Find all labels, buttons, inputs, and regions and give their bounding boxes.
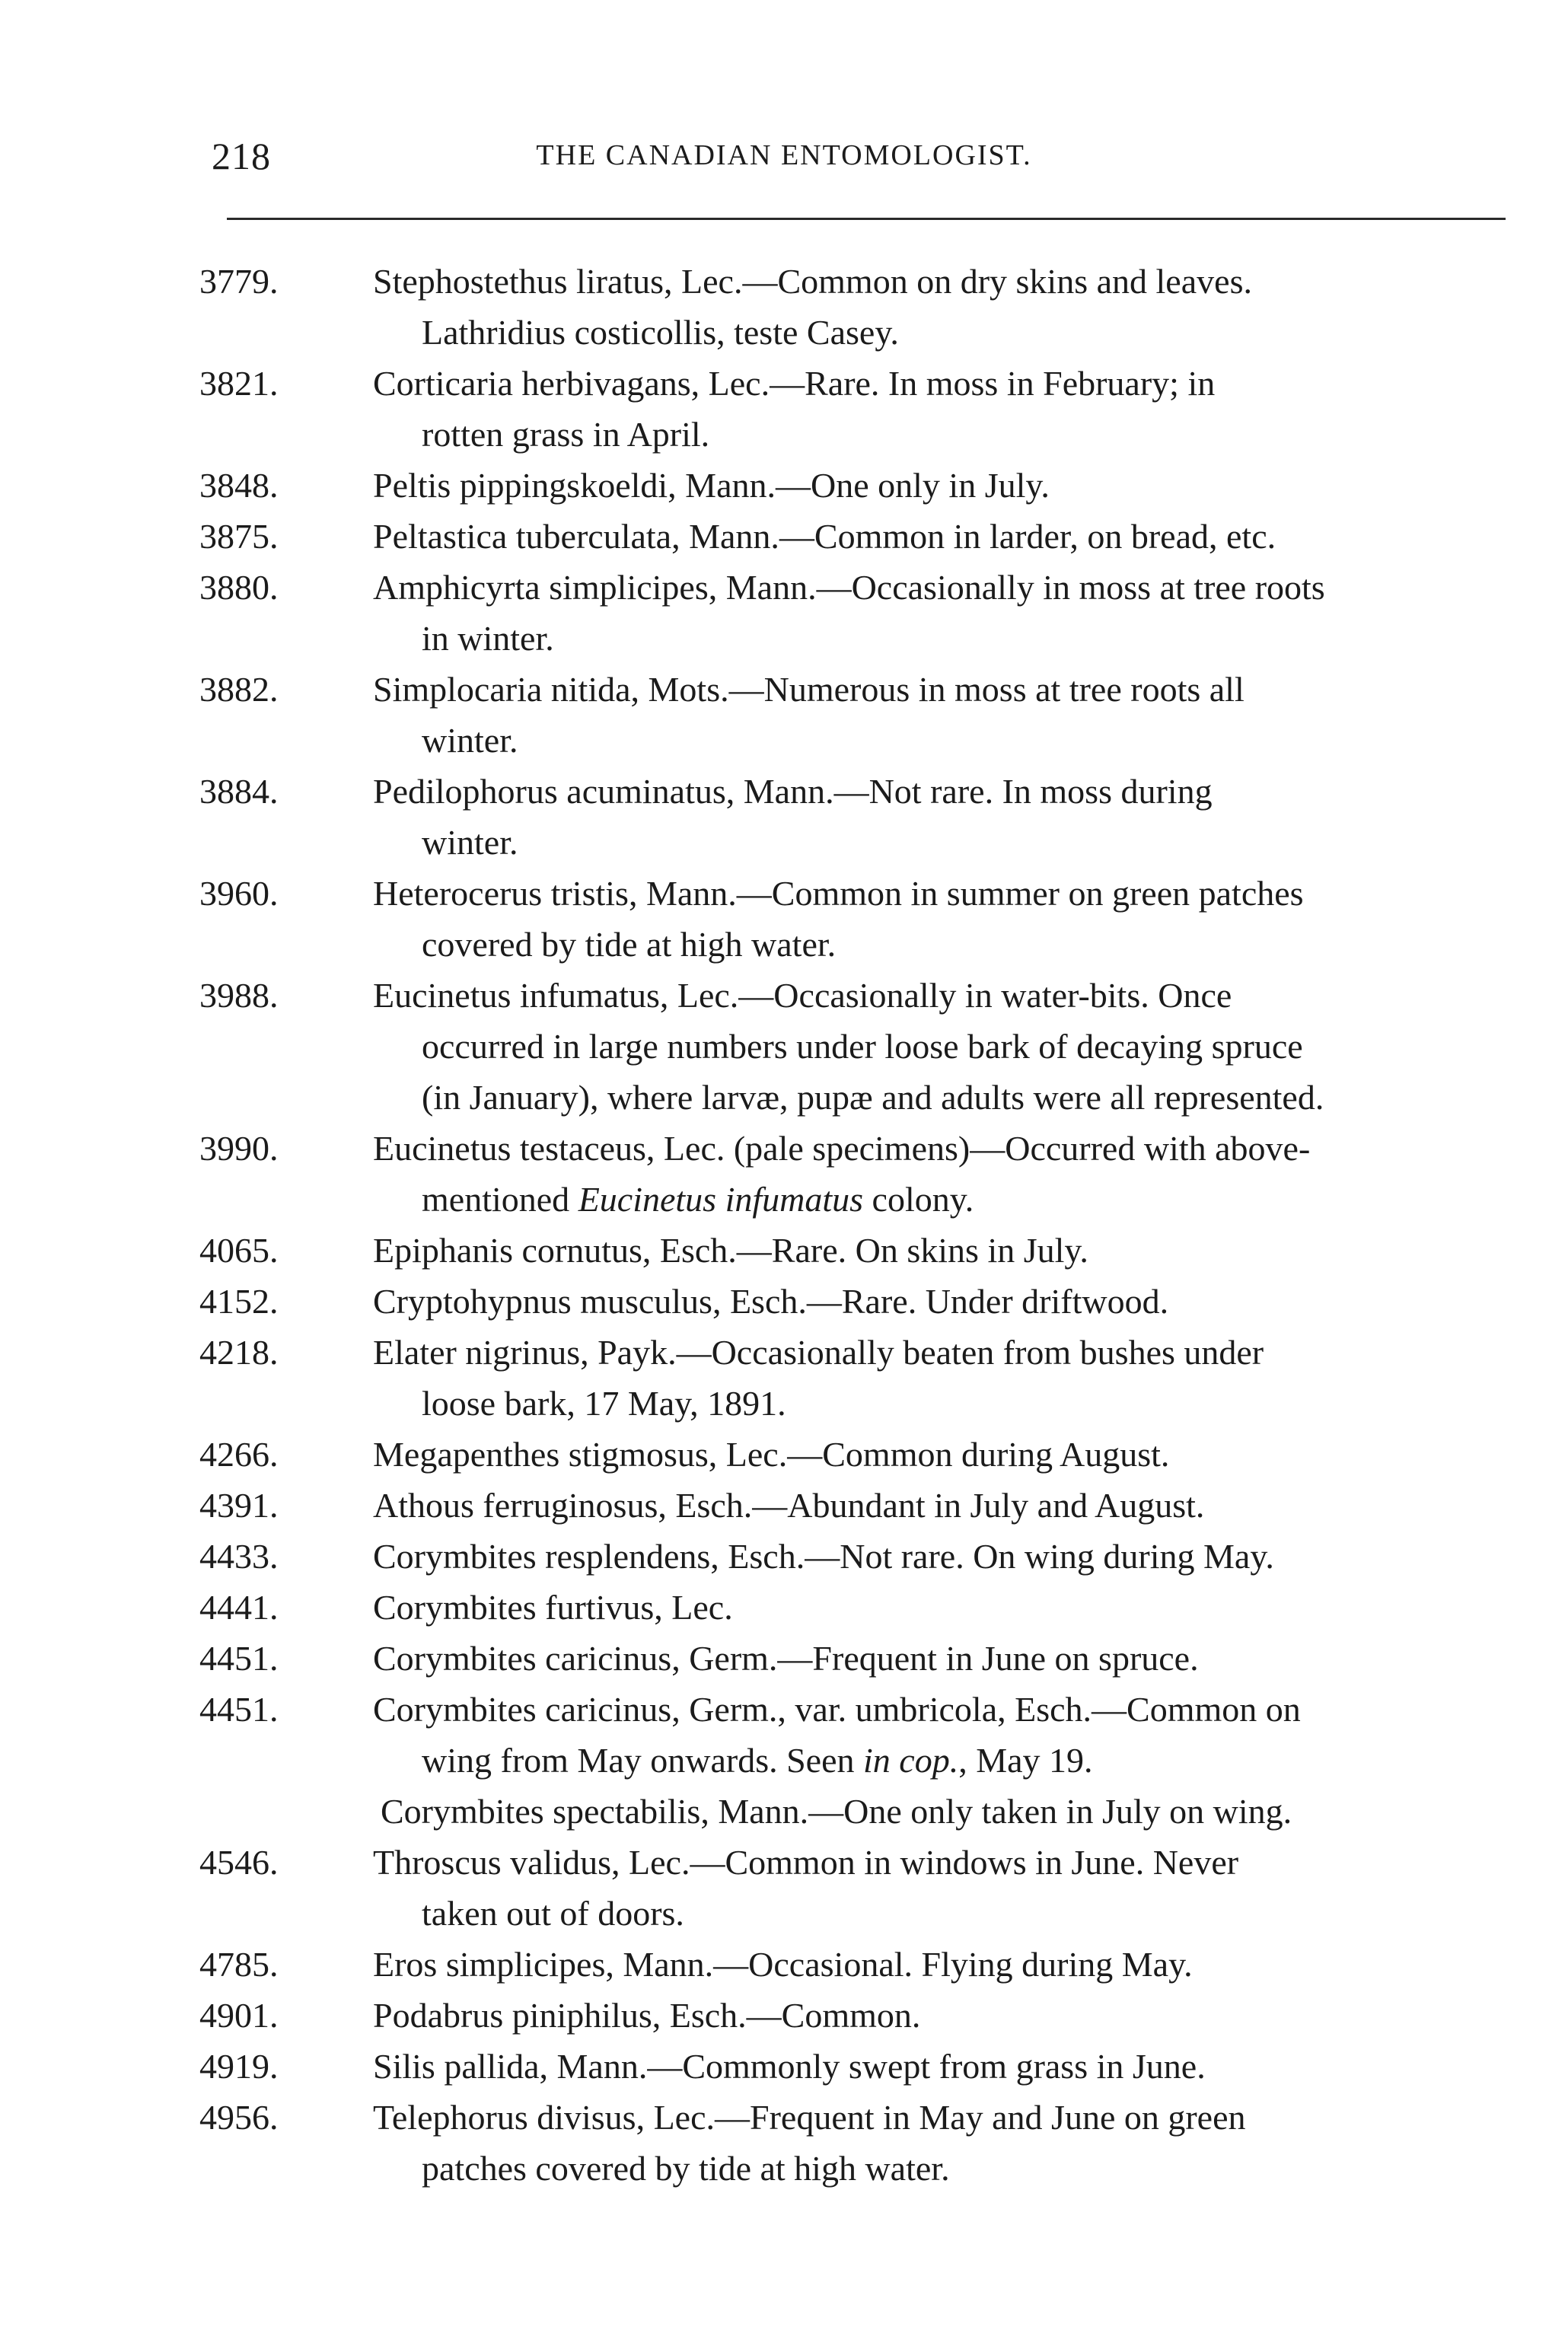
entry-line: Eucinetus testaceus, Lec. (pale specimens)—Occurred with above- bbox=[373, 1129, 1311, 1168]
catalogue-number: 4218. bbox=[199, 1333, 279, 1372]
species-entry bbox=[199, 460, 1493, 511]
entry-continuation: taken out of doors. bbox=[422, 1894, 684, 1933]
catalogue-number: 3779. bbox=[199, 262, 279, 301]
entry-continuation: winter. bbox=[422, 823, 518, 862]
catalogue-number: 4441. bbox=[199, 1588, 279, 1627]
catalogue-number: 3848. bbox=[199, 466, 279, 505]
catalogue-number: 4919. bbox=[199, 2047, 279, 2086]
entry-line: Pedilophorus acuminatus, Mann.—Not rare. In moss during bbox=[373, 772, 1213, 811]
catalogue-number: 4391. bbox=[199, 1486, 279, 1525]
entry-continuation: in winter. bbox=[422, 619, 554, 658]
entry-text bbox=[199, 1225, 1493, 1276]
catalogue-number: 4785. bbox=[199, 1945, 279, 1984]
text-run: wing from May onwards. Seen bbox=[422, 1741, 864, 1780]
entry-line: Athous ferruginosus, Esch.—Abundant in July and August. bbox=[373, 1486, 1205, 1525]
entry-text bbox=[199, 664, 1493, 766]
species-entry bbox=[199, 1123, 1493, 1225]
entry-line: Corymbites spectabilis, Mann.—One only taken in July on wing. bbox=[381, 1792, 1292, 1831]
entry-text bbox=[199, 1531, 1493, 1582]
entry-text bbox=[199, 970, 1493, 1123]
entry-text bbox=[199, 358, 1493, 460]
entry-text bbox=[199, 562, 1493, 664]
species-entry bbox=[199, 766, 1493, 868]
species-entry bbox=[199, 2041, 1493, 2092]
entry-continuation bbox=[373, 1735, 1493, 1786]
entry-line: Simplocaria nitida, Mots.—Numerous in moss at tree roots all bbox=[373, 670, 1245, 709]
catalogue-number: 4451. bbox=[199, 1690, 279, 1729]
entry-line: Silis pallida, Mann.—Commonly swept from grass in June. bbox=[373, 2047, 1206, 2086]
entry-text bbox=[199, 1786, 1493, 1837]
species-entry bbox=[199, 2092, 1493, 2194]
catalogue-number: 4546. bbox=[199, 1843, 279, 1882]
entry-line: Amphicyrta simplicipes, Mann.—Occasionally in moss at tree roots bbox=[373, 568, 1325, 607]
running-head: THE CANADIAN ENTOMOLOGIST. bbox=[536, 139, 1032, 171]
entry-continuation: patches covered by tide at high water. bbox=[422, 2149, 950, 2188]
catalogue-number: 4266. bbox=[199, 1435, 279, 1474]
catalogue-number: 4065. bbox=[199, 1231, 279, 1270]
catalogue-number: 4152. bbox=[199, 1282, 279, 1321]
entry-text bbox=[199, 1684, 1493, 1786]
text-run: colony. bbox=[863, 1180, 974, 1219]
entry-continuation: loose bark, 17 May, 1891. bbox=[422, 1384, 786, 1423]
entry-line: Throscus validus, Lec.—Common in windows in June. Never bbox=[373, 1843, 1239, 1882]
entry-text bbox=[199, 2041, 1493, 2092]
text-run: , May 19. bbox=[958, 1741, 1093, 1780]
italic-text-run: Eucinetus infumatus bbox=[578, 1180, 864, 1219]
entry-text bbox=[199, 1582, 1493, 1633]
species-entry bbox=[199, 1990, 1493, 2041]
italic-text-run: in cop. bbox=[863, 1741, 959, 1780]
catalogue-number: 3882. bbox=[199, 670, 279, 709]
catalogue-number: 3990. bbox=[199, 1129, 279, 1168]
species-entry bbox=[199, 1531, 1493, 1582]
entry-line: Peltastica tuberculata, Mann.—Common in larder, on bread, etc. bbox=[373, 517, 1276, 556]
entry-text bbox=[199, 1429, 1493, 1480]
species-entry bbox=[199, 664, 1493, 766]
catalogue-number: 3821. bbox=[199, 364, 279, 403]
entry-text bbox=[199, 1123, 1493, 1225]
page-number: 218 bbox=[212, 135, 271, 177]
species-entry bbox=[199, 1837, 1493, 1939]
species-entry bbox=[199, 511, 1493, 562]
entry-line: Peltis pippingskoeldi, Mann.—One only in July. bbox=[373, 466, 1050, 505]
species-entry bbox=[199, 868, 1493, 970]
entry-line: Corymbites furtivus, Lec. bbox=[373, 1588, 733, 1627]
entry-line: Telephorus divisus, Lec.—Frequent in May and June on green bbox=[373, 2098, 1246, 2137]
catalogue-number: 4901. bbox=[199, 1996, 279, 2035]
species-entry bbox=[199, 1327, 1493, 1429]
entry-text bbox=[199, 766, 1493, 868]
entry-text bbox=[199, 868, 1493, 970]
catalogue-number: 3960. bbox=[199, 874, 279, 913]
entry-line: Eros simplicipes, Mann.—Occasional. Flying during May. bbox=[373, 1945, 1193, 1984]
header-rule bbox=[227, 218, 1506, 220]
entry-text bbox=[199, 1480, 1493, 1531]
species-list bbox=[0, 256, 1568, 2194]
entry-text bbox=[199, 460, 1493, 511]
entry-line: Podabrus piniphilus, Esch.—Common. bbox=[373, 1996, 921, 2035]
species-entry bbox=[199, 1480, 1493, 1531]
entry-line: Heterocerus tristis, Mann.—Common in summer on green patches bbox=[373, 874, 1304, 913]
entry-line: Elater nigrinus, Payk.—Occasionally beaten from bushes under bbox=[373, 1333, 1264, 1372]
species-entry bbox=[199, 1276, 1493, 1327]
entry-continuation: winter. bbox=[422, 721, 518, 760]
species-entry bbox=[199, 1684, 1493, 1786]
species-entry bbox=[199, 1225, 1493, 1276]
entry-continuation: Lathridius costicollis, teste Casey. bbox=[422, 313, 899, 352]
catalogue-number: 3988. bbox=[199, 976, 279, 1015]
species-entry bbox=[199, 970, 1493, 1123]
entry-line: Corymbites caricinus, Germ., var. umbricola, Esch.—Common on bbox=[373, 1690, 1301, 1729]
species-entry bbox=[199, 1429, 1493, 1480]
catalogue-number: 3884. bbox=[199, 772, 279, 811]
entry-continuation: covered by tide at high water. bbox=[422, 925, 837, 964]
entry-line: Cryptohypnus musculus, Esch.—Rare. Under driftwood. bbox=[373, 1282, 1169, 1321]
entry-line: Corymbites resplendens, Esch.—Not rare. On wing during May. bbox=[373, 1537, 1274, 1576]
entry-text bbox=[199, 1990, 1493, 2041]
entry-line: Stephostethus liratus, Lec.—Common on dry skins and leaves. bbox=[373, 262, 1252, 301]
entry-line: Corticaria herbivagans, Lec.—Rare. In moss in February; in bbox=[373, 364, 1216, 403]
entry-continuation: rotten grass in April. bbox=[422, 415, 710, 454]
species-entry bbox=[199, 562, 1493, 664]
entry-text bbox=[199, 2092, 1493, 2194]
catalogue-number: 3875. bbox=[199, 517, 279, 556]
entry-text bbox=[199, 1939, 1493, 1990]
entry-text bbox=[199, 511, 1493, 562]
catalogue-number: 4451. bbox=[199, 1639, 279, 1678]
catalogue-number: 4956. bbox=[199, 2098, 279, 2137]
species-entry bbox=[199, 1582, 1493, 1633]
catalogue-number: 4433. bbox=[199, 1537, 279, 1576]
text-run: mentioned bbox=[422, 1180, 578, 1219]
entry-line: Corymbites caricinus, Germ.—Frequent in June on spruce. bbox=[373, 1639, 1199, 1678]
entry-text bbox=[199, 1837, 1493, 1939]
entry-continuation: occurred in large numbers under loose bark of decaying spruce bbox=[422, 1027, 1303, 1066]
entry-text bbox=[199, 1633, 1493, 1684]
species-entry bbox=[199, 358, 1493, 460]
entry-continuation bbox=[373, 1174, 1493, 1225]
entry-text bbox=[199, 256, 1493, 358]
entry-line: Megapenthes stigmosus, Lec.—Common during August. bbox=[373, 1435, 1170, 1474]
entry-line: Epiphanis cornutus, Esch.—Rare. On skins in July. bbox=[373, 1231, 1088, 1270]
entry-continuation: (in January), where larvæ, pupæ and adults were all represented. bbox=[422, 1078, 1324, 1117]
entry-text bbox=[199, 1276, 1493, 1327]
species-entry bbox=[199, 256, 1493, 358]
species-entry bbox=[199, 1633, 1493, 1684]
species-entry bbox=[199, 1786, 1493, 1837]
catalogue-number: 3880. bbox=[199, 568, 279, 607]
entry-text bbox=[199, 1327, 1493, 1429]
species-entry bbox=[199, 1939, 1493, 1990]
entry-line: Eucinetus infumatus, Lec.—Occasionally in water-bits. Once bbox=[373, 976, 1232, 1015]
